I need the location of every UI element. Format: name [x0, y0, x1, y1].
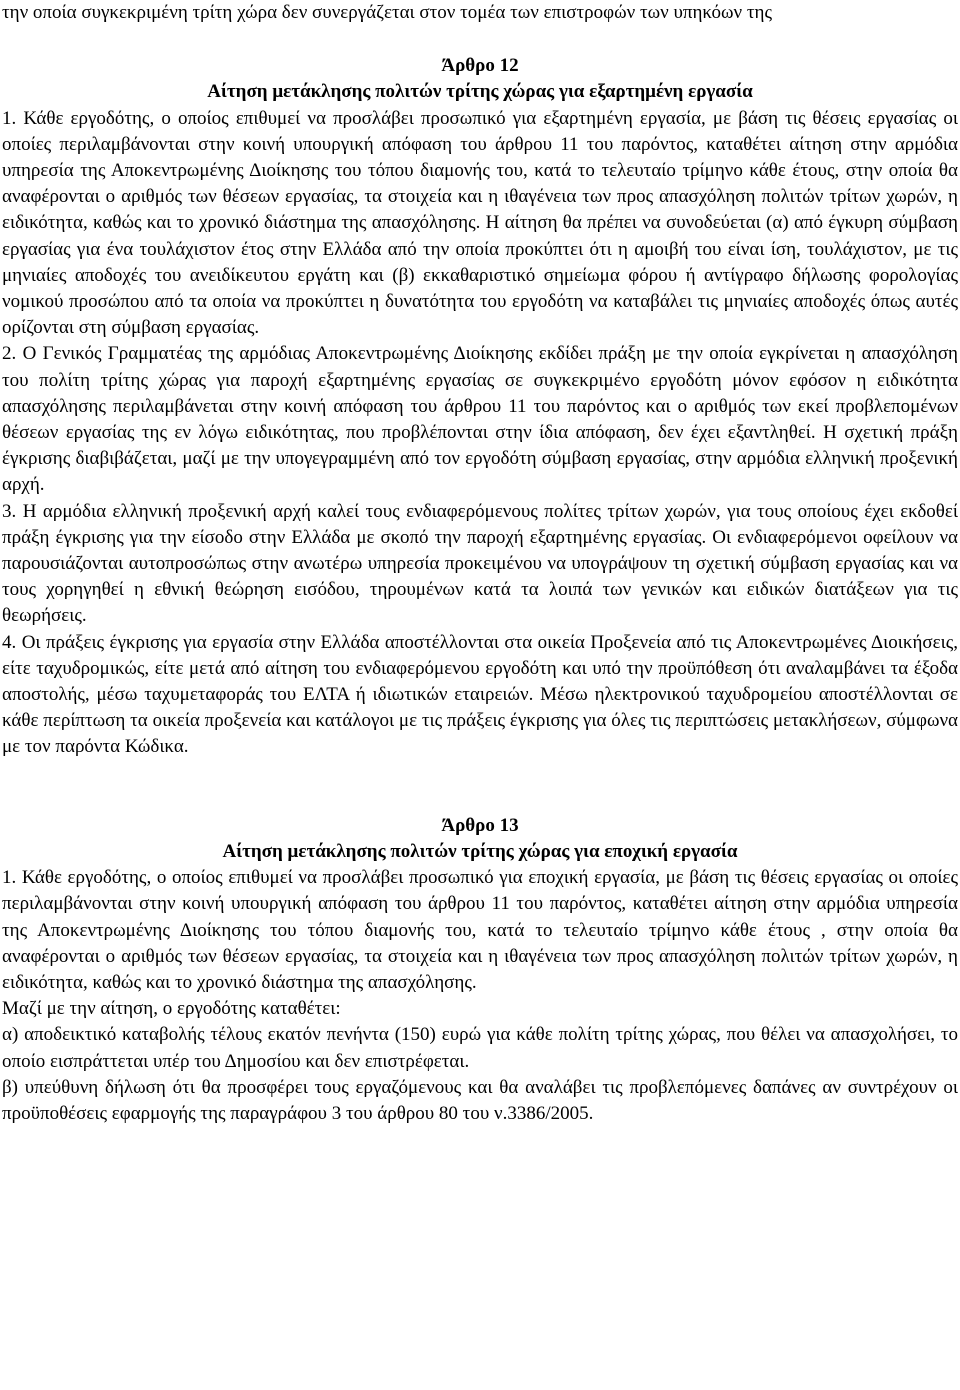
article-12-paragraph-1: 1. Κάθε εργοδότης, ο οποίος επιθυμεί να προσλάβει προσωπικό για εξαρτημένη εργασία, με βάση τις θέσεις εργασίας οι οποίες περιλαμβάνονται στην κοινή υπουργική απόφαση του άρθρου 11 του παρόντος, καταθέτει αίτηση στην αρμόδια υπηρεσία της Αποκεντρωμένης Διοίκησης του τόπου διαμονής του, κατά το τελευταίο τρίμηνο κάθε έτους, στην οποία θα αναφέρονται ο αριθμός των θέσεων εργασίας, τα στοιχεία και η ιθαγένεια των προς απασχόληση πολιτών τρίτων χωρών, η ειδικότητα, καθώς και το χρονικό διάστημα της απασχόλησης. Η αίτηση θα πρέπει να συνοδεύεται (α) από έγκυρη σύμβαση εργασίας για ένα τουλάχιστον έτος στην Ελλάδα από την οποία προκύπτει ότι η αμοιβή του είναι ίση, τουλάχιστον, με τις μηνιαίες αποδοχές του ανειδίκευτου εργάτη και (β) εκκαθαριστικό σημείωμα φόρου ή αντίγραφο δήλωσης φορολογίας νομικού προσώπου από τα οποία να προκύπτει η δυνατότητα του εργοδότη να καταβάλει τις μηνιαίες αποδοχές όπως αυτές ορίζονται στη σύμβαση εργασίας. — [2, 107, 958, 339]
article-12-number: Άρθρο 12 — [441, 55, 519, 77]
intro-fragment: την οποία συγκεκριμένη τρίτη χώρα δεν συνεργάζεται στον τομέα των επιστροφών των υπηκόων της — [2, 2, 772, 23]
article-13-attachments-intro: Μαζί με την αίτηση, ο εργοδότης καταθέτει: — [2, 998, 341, 1020]
article-13-heading — [2, 813, 958, 865]
article-13-item-a: α) αποδεικτικό καταβολής τέλους εκατόν πενήντα (150) ευρώ για κάθε πολίτη τρίτης χώρας, που θέλει να απασχολήσει, το οποίο εισπράττεται υπέρ του Δημοσίου και δεν επιστρέφεται. — [2, 1024, 958, 1072]
article-13-paragraph-1: 1. Κάθε εργοδότης, ο οποίος επιθυμεί να προσλάβει προσωπικό για εποχική εργασία, με βάση τις θέσεις εργασίας οι οποίες περιλαμβάνονται στην κοινή υπουργική απόφαση του άρθρου 11 του παρόντος, καταθέτει αίτηση στην αρμόδια υπηρεσία της Αποκεντρωμένης Διοίκησης του τόπου διαμονής του, κατά το τελευταίο τρίμηνο κάθε έτους , στην οποία θα αναφέρονται ο αριθμός των θέσεων εργασίας, τα στοιχεία και η ιθαγένεια των προς απασχόληση πολιτών τρίτων χωρών, η ειδικότητα, καθώς και το χρονικό διάστημα της απασχόλησης. — [2, 867, 958, 993]
article-12-paragraph-4: 4. Οι πράξεις έγκρισης για εργασία στην Ελλάδα αποστέλλονται στα οικεία Προξενεία από τις Αποκεντρωμένες Διοικήσεις, είτε ταχυδρομικώς, είτε μετά από αίτηση του ενδιαφερόμενου εργοδότη και υπό την προϋπόθεση ότι αναλαμβάνει τα έξοδα αποστολής, μέσω ταχυμεταφοράς του ΕΛΤΑ ή ιδιωτικών εταιρειών. Μέσω ηλεκτρονικού ταχυδρομείου αποστέλλονται σε κάθε περίπτωση τα οικεία προξενεία και κατάλογοι με τις πράξεις έγκρισης για όλες τις περιπτώσεις μετακλήσεων, σύμφωνα με τον παρόντα Κώδικα. — [2, 631, 958, 758]
article-12-heading — [2, 53, 958, 105]
article-13-item-b: β) υπεύθυνη δήλωση ότι θα προσφέρει τους εργαζόμενους και θα αναλάβει τις προβλεπόμενες δαπάνες αν συντρέχουν οι προϋποθέσεις εφαρμογής της παραγράφου 3 του άρθρου 80 του ν.3386/2005. — [2, 1076, 958, 1124]
article-13-title: Αίτηση μετάκλησης πολιτών τρίτης χώρας για εποχική εργασία — [222, 840, 738, 862]
article-12-paragraph-2: 2. Ο Γενικός Γραμματέας της αρμόδιας Αποκεντρωμένης Διοίκησης εκδίδει πράξη με την οποία εγκρίνεται η απασχόληση του πολίτη τρίτης χώρας για παροχή εξαρτημένης εργασίας σε συγκεκριμένο εργοδότη μόνον εφόσον η ειδικότητα απασχόλησης περιλαμβάνεται στην κοινή απόφαση του άρθρου 11 του παρόντος και ο αριθμός των εκεί προβλεπομένων θέσεων εργασίας της εν λόγω ειδικότητας, που προβλέπονται στην ίδια απόφαση, δεν έχει εξαντληθεί. Η σχετική πράξη έγκρισης διαβιβάζεται, μαζί με την υπογεγραμμένη από τον εργοδότη σύμβαση εργασίας, στην αρμόδια ελληνική προξενική αρχή. — [2, 343, 958, 496]
article-13-number: Άρθρο 13 — [441, 814, 519, 836]
article-12-title: Αίτηση μετάκλησης πολιτών τρίτης χώρας για εξαρτημένη εργασία — [207, 81, 753, 103]
article-12-paragraph-3: 3. Η αρμόδια ελληνική προξενική αρχή καλεί τους ενδιαφερόμενους πολίτες τρίτων χωρών, για τους οποίους έχει εκδοθεί πράξη έγκρισης για την είσοδο στην Ελλάδα με σκοπό την παροχή εξαρτημένης εργασίας. Οι ενδιαφερόμενοι οφείλουν να παρουσιάζονται αυτοπροσώπως στην ανωτέρω υπηρεσία προκειμένου να υπογράψουν τη σχετική σύμβαση εργασίας και να τους χορηγηθεί η εθνική θεώρηση εισόδου, τηρουμένων κατά τα λοιπά των γενικών και ειδικών διατάξεων για τις θεωρήσεις. — [2, 500, 958, 627]
